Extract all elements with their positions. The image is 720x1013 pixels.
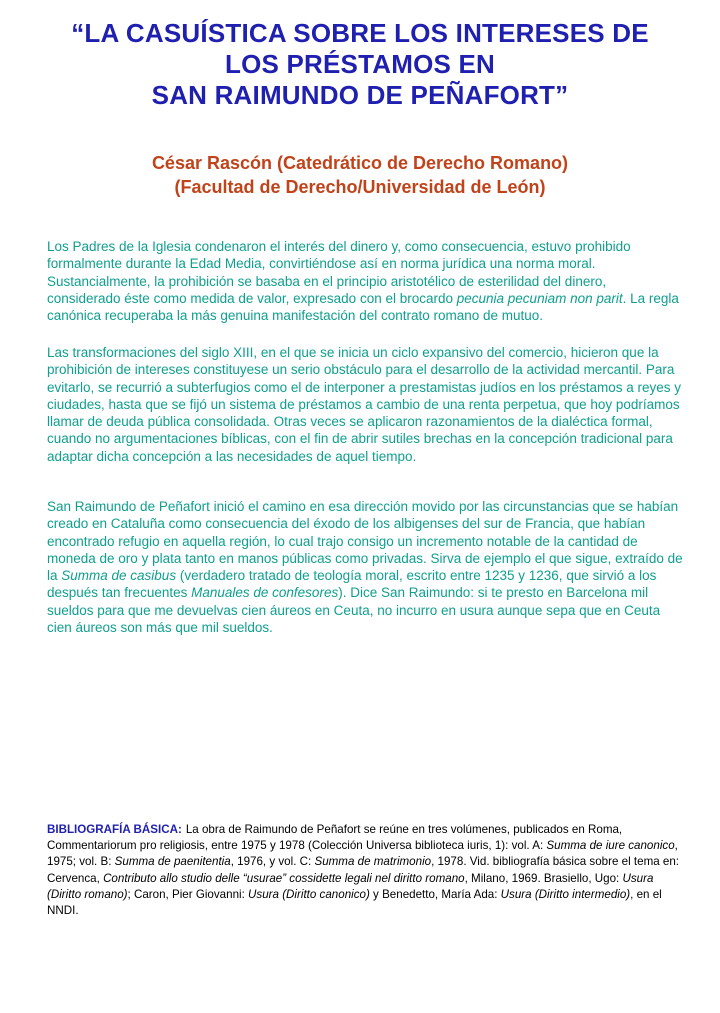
bibliography-work-6: Usura (Diritto canonico) [248, 887, 370, 901]
bibliography-work-1: Summa de iure canonico [546, 839, 675, 853]
author-affiliation: (Facultad de Derecho/Universidad de León) [174, 177, 546, 197]
paragraph-2-text: Las transformaciones del siglo XIII, en el que se inicia un ciclo expansivo del comercio, hicieron que la prohibición de intereses constituyese un serio obstáculo para el desarrollo de la actividad mercantil. Para evitarlo, se recurrió a subterfugios como el de interponer a prestamistas judíos en los préstamos a reyes y ciudades, hasta que se fijó un sistema de préstamos a cambio de una renta perpetua, que hoy podríamos llamar de deuda pública consolidada. Otras veces se aplicaron razonamientos de la dialéctica formal, cuando no argumentaciones bíblicas, con el fin de abrir sutiles brechas en la concepción tradicional para adaptar dicha concepción a las necesidades de aquel tiempo. [47, 345, 682, 464]
paragraph-3 [47, 498, 683, 636]
paragraph-3-text-a: San Raimundo de Peñafort inició el camino en esa dirección movido por las circunstancias que se habían creado en Cataluña como consecuencia del éxodo de los albigenses del sur de Francia, que habían encontrado refugio en aquella región, lo cual trajo consigo un incremento notable de la cantidad de moneda de oro y plata tanto en manos públicas como privadas. Sirva de ejemplo el que sigue, extraído de la [47, 499, 683, 584]
title-line-3: SAN RAIMUNDO DE PEÑAFORT” [151, 80, 569, 110]
title-line-2: LOS PRÉSTAMOS EN [225, 49, 495, 79]
paragraph-3-text-c: (verdadero tratado de teología moral, escrito entre 1235 y 1236, que sirvió a los después tan frecuentes [47, 568, 657, 601]
document-title [30, 18, 690, 111]
paragraph-3-manuales-title: Manuales de confesores [191, 585, 339, 601]
paragraph-1-text-c: . La regla canónica recuperaba la más genuina manifestación del contrato romano de mutuo. [47, 290, 679, 324]
bibliography-text-11: ; Caron, Pier Giovanni: [127, 887, 249, 901]
paragraph-1 [47, 238, 683, 324]
paragraph-3-text-e: ). Dice San Raimundo: si te presto en Barcelona mil sueldos para que me devuelvas cien áureos en Ceuta, no incurro en usura aunque sepa que en Ceuta cien áureos son más que mil sueldos. [47, 585, 661, 636]
bibliography-label: BIBLIOGRAFÍA BÁSICA: [47, 823, 182, 836]
bibliography-work-4: Contributo allo studio delle “usurae” cossidette legali nel diritto romano [103, 871, 465, 885]
bibliography-work-3: Summa de matrimonio [314, 855, 432, 869]
bibliography-work-2: Summa de paenitentia [114, 855, 231, 869]
paragraph-3-summa-title: Summa de casibus [61, 568, 177, 584]
bibliography-text-9: , Milano, 1969. Brasiello, Ugo: [464, 871, 623, 885]
paragraph-1-text-a: Los Padres de la Iglesia condenaron el interés del dinero y, como consecuencia, estuvo prohibido formalmente durante la Edad Media, convirtiéndose así en norma jurídica una norma moral. Sustancialmente, la prohibición se basaba en el principio aristotélico de esterilidad del dinero, considerado éste como medida de valor, expresado con el brocardo [47, 239, 631, 306]
paragraph-2 [47, 344, 683, 465]
bibliography [47, 822, 683, 919]
bibliography-work-7: Usura (Diritto intermedio) [500, 887, 631, 901]
title-line-1: “LA CASUÍSTICA SOBRE LOS INTERESES DE [71, 18, 649, 48]
author-block [40, 151, 680, 199]
paragraph-1-brocardo: pecunia pecuniam non parit [456, 290, 623, 306]
bibliography-text-15: , en el NNDI. [47, 887, 662, 918]
bibliography-text-3: , 1975; vol. B: [47, 839, 678, 869]
bibliography-text-1: La obra de Raimundo de Peñafort se reúne en tres volúmenes, publicados en Roma, Commentariorum pro religiosis, entre 1975 y 1978 (Colección Universa biblioteca iuris, 1): vol. A: [47, 823, 623, 853]
bibliography-work-5: Usura (Diritto romano) [47, 871, 654, 901]
bibliography-text-5: , 1976, y vol. C: [230, 855, 315, 869]
bibliography-text-7: , 1978. Vid. bibliografía básica sobre el tema en: Cervenca, [47, 855, 680, 885]
bibliography-text-13: y Benedetto, María Ada: [369, 887, 501, 901]
author-name: César Rascón (Catedrático de Derecho Romano) [151, 153, 569, 173]
